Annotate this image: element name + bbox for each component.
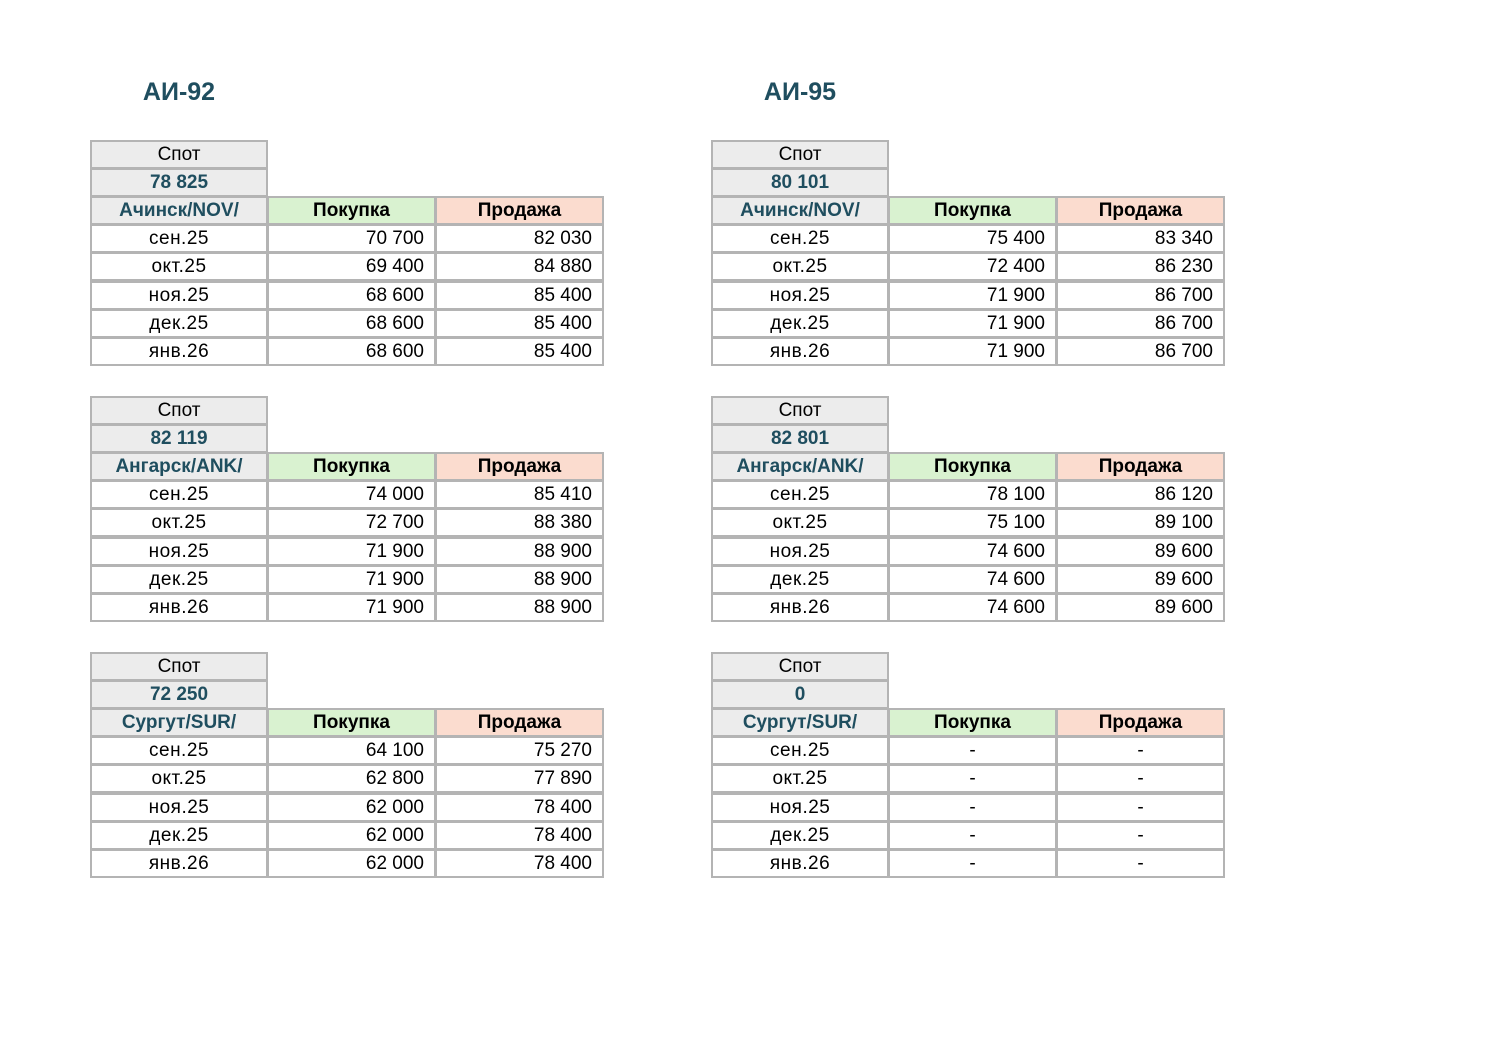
buy-price-cell: 68 600	[267, 281, 436, 310]
sell-price-cell: 88 900	[435, 565, 604, 594]
buy-header: Покупка	[267, 708, 436, 737]
price-table	[711, 140, 1225, 369]
month-cell: окт.25	[711, 508, 889, 537]
spot-value: 72 250	[90, 680, 268, 709]
month-cell: дек.25	[90, 309, 268, 338]
spot-value: 80 101	[711, 168, 889, 197]
buy-price-cell: 71 900	[267, 593, 436, 622]
sell-price-cell: 89 600	[1056, 565, 1225, 594]
sell-price-cell: 78 400	[435, 793, 604, 822]
location-header: Ангарск/ANK/	[711, 452, 889, 481]
month-cell: сен.25	[711, 480, 889, 509]
month-cell: янв.26	[90, 337, 268, 366]
sell-price-cell: 86 120	[1056, 480, 1225, 509]
sell-price-cell: 78 400	[435, 849, 604, 878]
buy-price-cell: 74 600	[888, 565, 1057, 594]
location-header: Сургут/SUR/	[711, 708, 889, 737]
buy-price-cell: 69 400	[267, 252, 436, 281]
buy-price-cell: 78 100	[888, 480, 1057, 509]
spot-label: Спот	[711, 652, 889, 681]
buy-price-cell: 75 100	[888, 508, 1057, 537]
sell-header: Продажа	[1056, 452, 1225, 481]
buy-price-cell: 62 000	[267, 849, 436, 878]
buy-price-cell: 74 600	[888, 537, 1057, 566]
location-header: Ангарск/ANK/	[90, 452, 268, 481]
spot-value: 82 801	[711, 424, 889, 453]
buy-price-cell: 75 400	[888, 224, 1057, 253]
price-table	[90, 396, 604, 625]
buy-price-cell: 62 000	[267, 821, 436, 850]
buy-header: Покупка	[888, 708, 1057, 737]
month-cell: дек.25	[711, 821, 889, 850]
buy-header: Покупка	[267, 196, 436, 225]
sell-price-cell: 86 700	[1056, 309, 1225, 338]
buy-header: Покупка	[888, 196, 1057, 225]
month-cell: окт.25	[90, 252, 268, 281]
sell-price-cell: 88 380	[435, 508, 604, 537]
sell-price-cell: 85 400	[435, 337, 604, 366]
price-table	[90, 140, 604, 369]
buy-price-cell: 62 800	[267, 764, 436, 793]
sell-header: Продажа	[1056, 708, 1225, 737]
sell-price-cell: -	[1056, 849, 1225, 878]
sell-price-cell: 83 340	[1056, 224, 1225, 253]
month-cell: дек.25	[90, 565, 268, 594]
location-header: Ачинск/NOV/	[711, 196, 889, 225]
buy-price-cell: 71 900	[888, 337, 1057, 366]
spot-value: 78 825	[90, 168, 268, 197]
month-cell: янв.26	[711, 593, 889, 622]
month-cell: сен.25	[711, 224, 889, 253]
location-header: Сургут/SUR/	[90, 708, 268, 737]
sell-price-cell: 86 230	[1056, 252, 1225, 281]
sell-price-cell: 84 880	[435, 252, 604, 281]
month-cell: ноя.25	[90, 537, 268, 566]
month-cell: окт.25	[90, 508, 268, 537]
sell-price-cell: 78 400	[435, 821, 604, 850]
month-cell: ноя.25	[711, 281, 889, 310]
sell-price-cell: -	[1056, 736, 1225, 765]
buy-header: Покупка	[267, 452, 436, 481]
buy-price-cell: 74 000	[267, 480, 436, 509]
buy-price-cell: 72 700	[267, 508, 436, 537]
month-cell: окт.25	[711, 252, 889, 281]
sell-price-cell: 75 270	[435, 736, 604, 765]
sell-price-cell: -	[1056, 821, 1225, 850]
spot-label: Спот	[90, 396, 268, 425]
price-table	[711, 652, 1225, 881]
month-cell: окт.25	[90, 764, 268, 793]
month-cell: ноя.25	[711, 793, 889, 822]
buy-price-cell: -	[888, 764, 1057, 793]
month-cell: янв.26	[90, 593, 268, 622]
sell-price-cell: 86 700	[1056, 337, 1225, 366]
sell-header: Продажа	[435, 452, 604, 481]
month-cell: дек.25	[711, 309, 889, 338]
month-cell: дек.25	[90, 821, 268, 850]
month-cell: сен.25	[711, 736, 889, 765]
spot-label: Спот	[90, 652, 268, 681]
month-cell: янв.26	[90, 849, 268, 878]
sell-price-cell: 86 700	[1056, 281, 1225, 310]
sell-price-cell: -	[1056, 764, 1225, 793]
sell-price-cell: 85 410	[435, 480, 604, 509]
buy-price-cell: 71 900	[267, 537, 436, 566]
location-header: Ачинск/NOV/	[90, 196, 268, 225]
buy-header: Покупка	[888, 452, 1057, 481]
month-cell: сен.25	[90, 224, 268, 253]
sell-price-cell: 89 100	[1056, 508, 1225, 537]
buy-price-cell: 70 700	[267, 224, 436, 253]
month-cell: сен.25	[90, 480, 268, 509]
sell-price-cell: 88 900	[435, 537, 604, 566]
buy-price-cell: 68 600	[267, 337, 436, 366]
month-cell: сен.25	[90, 736, 268, 765]
buy-price-cell: 72 400	[888, 252, 1057, 281]
sell-header: Продажа	[435, 708, 604, 737]
buy-price-cell: 71 900	[888, 309, 1057, 338]
sell-header: Продажа	[435, 196, 604, 225]
month-cell: ноя.25	[90, 793, 268, 822]
buy-price-cell: 64 100	[267, 736, 436, 765]
sell-price-cell: 85 400	[435, 309, 604, 338]
spot-label: Спот	[711, 140, 889, 169]
buy-price-cell: 71 900	[888, 281, 1057, 310]
fuel-title: АИ-95	[763, 78, 837, 106]
fuel-title: АИ-92	[142, 78, 216, 106]
sell-price-cell: 77 890	[435, 764, 604, 793]
sell-price-cell: -	[1056, 793, 1225, 822]
buy-price-cell: -	[888, 821, 1057, 850]
buy-price-cell: 74 600	[888, 593, 1057, 622]
buy-price-cell: -	[888, 793, 1057, 822]
buy-price-cell: -	[888, 736, 1057, 765]
month-cell: дек.25	[711, 565, 889, 594]
buy-price-cell: -	[888, 849, 1057, 878]
sell-price-cell: 88 900	[435, 593, 604, 622]
buy-price-cell: 68 600	[267, 309, 436, 338]
spot-label: Спот	[711, 396, 889, 425]
sell-price-cell: 85 400	[435, 281, 604, 310]
sell-price-cell: 82 030	[435, 224, 604, 253]
price-table	[90, 652, 604, 881]
sell-header: Продажа	[1056, 196, 1225, 225]
spot-value: 0	[711, 680, 889, 709]
sell-price-cell: 89 600	[1056, 593, 1225, 622]
sell-price-cell: 89 600	[1056, 537, 1225, 566]
spot-label: Спот	[90, 140, 268, 169]
month-cell: янв.26	[711, 337, 889, 366]
buy-price-cell: 62 000	[267, 793, 436, 822]
month-cell: янв.26	[711, 849, 889, 878]
month-cell: ноя.25	[711, 537, 889, 566]
buy-price-cell: 71 900	[267, 565, 436, 594]
price-table	[711, 396, 1225, 625]
spot-value: 82 119	[90, 424, 268, 453]
month-cell: окт.25	[711, 764, 889, 793]
month-cell: ноя.25	[90, 281, 268, 310]
